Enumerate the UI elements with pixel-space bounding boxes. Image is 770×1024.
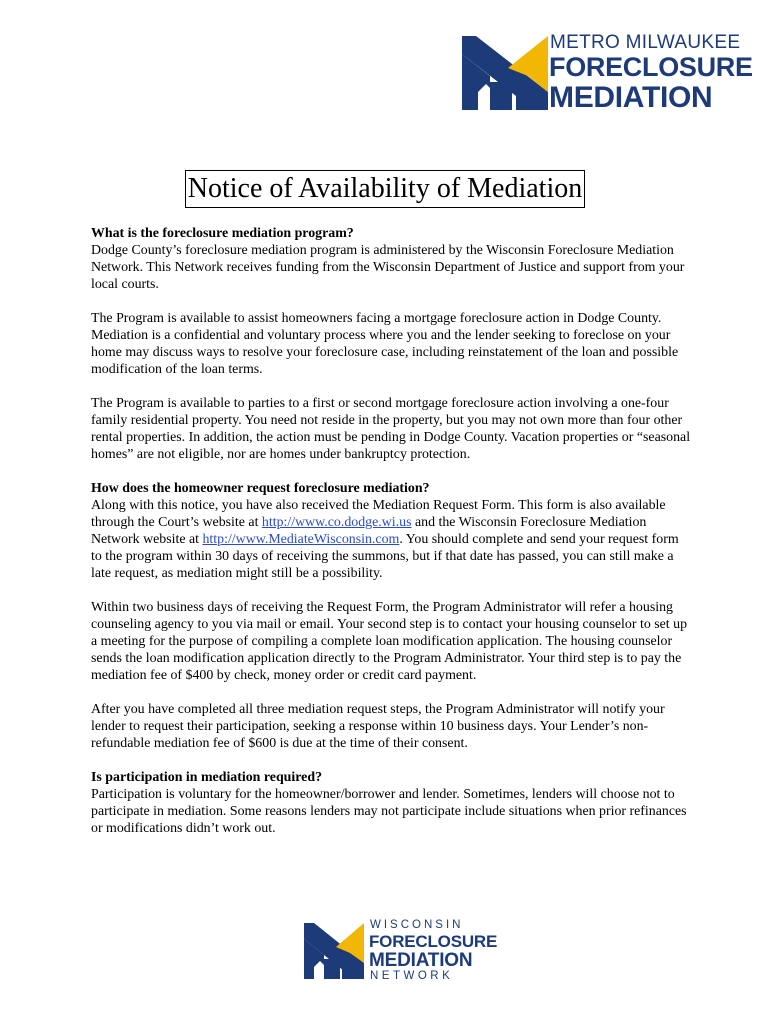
paragraph-program-1: Dodge County’s foreclosure mediation program is administered by the Wisconsin Foreclosure Mediation Network. This Network receives funding from the Wisconsin Department of Justice and support from your local courts. xyxy=(91,243,685,292)
wisconsin-network-logo xyxy=(304,919,498,983)
mediate-wisconsin-link[interactable]: http://www.MediateWisconsin.com xyxy=(202,532,400,547)
heading-program: What is the foreclosure mediation program? xyxy=(91,226,354,241)
paragraph-request-3: After you have completed all three mediation request steps, the Program Administrator will notify your lender to request their participation, seeking a response within 10 business days. Your Lender’s non-refundable mediation fee of $600 is due at the time of their consent. xyxy=(91,702,665,751)
heading-request: How does the homeowner request foreclosure mediation? xyxy=(91,481,430,496)
paragraph-program-2: The Program is available to assist homeowners facing a mortgage foreclosure action in Dodge County. Mediation is a confidential and voluntary process where you and the lender seeking to foreclose on your home may discuss ways to resolve your foreclosure case, including reinstatement of the loan and possible modification of the loan terms. xyxy=(91,311,679,377)
network-logo-foreclosure: FORECLOSURE xyxy=(369,932,498,951)
network-logo-network: NETWORK xyxy=(370,970,454,982)
dodge-county-link[interactable]: http://www.co.dodge.wi.us xyxy=(261,515,412,530)
page-title: Notice of Availability of Mediation xyxy=(185,170,586,208)
request-text-a: Along with this notice, you have also received the Mediation Request Form. This form is also available through the Court’s website at xyxy=(91,498,666,530)
heading-participation: Is participation in mediation required? xyxy=(91,770,323,785)
request-text-c: . You should complete and send your request form to the program within 30 days of receiving the summons, but if that date has passed, you can still make a late request, as mediation might still be a possibility. xyxy=(91,532,679,581)
network-house-icon xyxy=(304,919,364,981)
paragraph-request-1 xyxy=(91,497,691,582)
document-body xyxy=(91,225,691,854)
logo-house-icon xyxy=(462,30,548,114)
network-logo-mediation: MEDIATION xyxy=(369,950,473,971)
paragraph-request-2: Within two business days of receiving the Request Form, the Program Administrator will refer a housing counseling agency to you via mail or email. Your second step is to contact your housing counselor to set up a meeting for the purpose of compiling a complete loan modification application. The housing counselor sends the loan modification application directly to the Program Administrator. Your third step is to pay the mediation fee of $400 by check, money order or credit card payment. xyxy=(91,600,688,683)
metro-milwaukee-logo xyxy=(462,30,753,114)
paragraph-participation-1: Participation is voluntary for the homeowner/borrower and lender. Sometimes, lenders will choose not to participate in mediation. Some reasons lenders may not participate include situations when prior refinances or modifications didn’t work out. xyxy=(91,787,687,836)
request-text-b: and the Wisconsin Foreclosure Mediation Network website at xyxy=(91,515,647,547)
network-logo-wisconsin: WISCONSIN xyxy=(370,919,464,931)
paragraph-program-3: The Program is available to parties to a first or second mortgage foreclosure action involving a one-four family residential property. You need not reside in the property, but you may not own more than four other rental properties. In addition, the action must be pending in Dodge County. Vacation properties or “seasonal homes” are not eligible, nor are homes under bankruptcy protection. xyxy=(91,396,691,462)
title-container xyxy=(0,170,770,208)
logo-line-metro: METRO MILWAUKEE xyxy=(550,32,741,53)
logo-line-foreclosure: FORECLOSURE xyxy=(549,52,753,82)
logo-line-mediation: MEDIATION xyxy=(549,81,713,114)
